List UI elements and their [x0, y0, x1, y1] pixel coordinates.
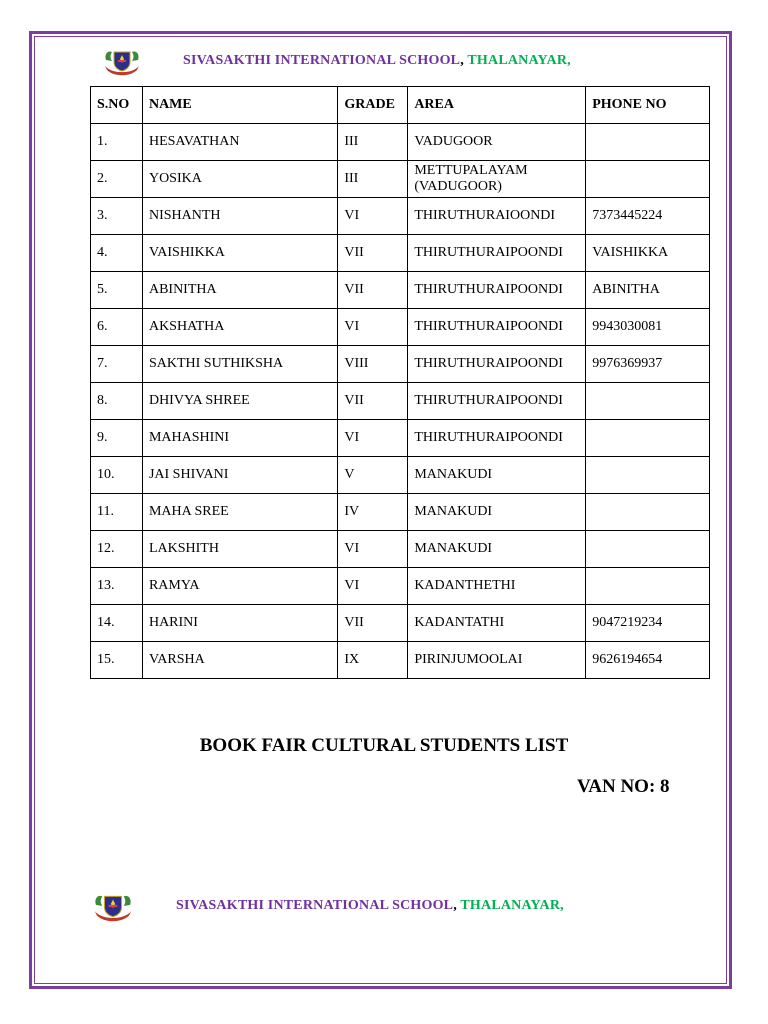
cell-area: THIRUTHURAIPOONDI — [408, 272, 586, 309]
table-row — [91, 605, 710, 642]
cell-area: THIRUTHURAIOONDI — [408, 198, 586, 235]
cell-sno: 7. — [91, 346, 143, 383]
document-title-text: BOOK FAIR CULTURAL STUDENTS LIST — [199, 735, 569, 756]
page-header — [102, 46, 571, 76]
cell-area: THIRUTHURAIPOONDI — [408, 420, 586, 457]
cell-grade: VII — [338, 235, 408, 272]
cell-name: LAKSHITH — [142, 531, 337, 568]
header-grade: GRADE — [338, 87, 408, 124]
cell-area: THIRUTHURAIPOONDI — [408, 235, 586, 272]
cell-name: HESAVATHAN — [142, 124, 337, 161]
cell-area: MANAKUDI — [408, 531, 586, 568]
cell-grade: IV — [338, 494, 408, 531]
cell-name: JAI SHIVANI — [142, 457, 337, 494]
cell-sno: 11. — [91, 494, 143, 531]
table-row — [91, 568, 710, 605]
cell-area: THIRUTHURAIPOONDI — [408, 346, 586, 383]
cell-name: HARINI — [142, 605, 337, 642]
cell-area: MANAKUDI — [408, 457, 586, 494]
cell-grade: VII — [338, 383, 408, 420]
cell-sno: 1. — [91, 124, 143, 161]
cell-grade: III — [338, 161, 408, 198]
cell-sno: 12. — [91, 531, 143, 568]
table-row — [91, 457, 710, 494]
header-phone: PHONE NO — [586, 87, 710, 124]
table-row — [91, 161, 710, 198]
cell-phone — [586, 494, 710, 531]
cell-sno: 10. — [91, 457, 143, 494]
cell-grade: VI — [338, 420, 408, 457]
footer-comma: , — [453, 898, 457, 913]
school-crest-logo-icon — [102, 46, 142, 76]
cell-area: THIRUTHURAIPOONDI — [408, 383, 586, 420]
cell-phone: ABINITHA — [586, 272, 710, 309]
table-row — [91, 272, 710, 309]
cell-phone — [586, 457, 710, 494]
header-area: AREA — [408, 87, 586, 124]
cell-area: VADUGOOR — [408, 124, 586, 161]
cell-phone — [586, 568, 710, 605]
cell-phone — [586, 124, 710, 161]
cell-phone — [586, 420, 710, 457]
table-row — [91, 531, 710, 568]
cell-grade: VII — [338, 605, 408, 642]
document-title — [0, 735, 768, 757]
header-school-name — [183, 53, 571, 69]
cell-sno: 4. — [91, 235, 143, 272]
cell-phone: 9976369937 — [586, 346, 710, 383]
cell-phone: 7373445224 — [586, 198, 710, 235]
cell-sno: 9. — [91, 420, 143, 457]
header-name: NAME — [142, 87, 337, 124]
cell-grade: VI — [338, 198, 408, 235]
cell-grade: VI — [338, 309, 408, 346]
page-footer — [84, 890, 564, 922]
cell-phone: 9943030081 — [586, 309, 710, 346]
table-row — [91, 124, 710, 161]
cell-grade: VI — [338, 531, 408, 568]
cell-name: VAISHIKKA — [142, 235, 337, 272]
cell-grade: VI — [338, 568, 408, 605]
table-row — [91, 198, 710, 235]
cell-sno: 5. — [91, 272, 143, 309]
footer-location: THALANAYAR, — [460, 898, 564, 913]
students-table — [90, 86, 710, 679]
cell-phone: VAISHIKKA — [586, 235, 710, 272]
cell-name: AKSHATHA — [142, 309, 337, 346]
cell-name: YOSIKA — [142, 161, 337, 198]
cell-sno: 15. — [91, 642, 143, 679]
cell-grade: III — [338, 124, 408, 161]
cell-sno: 14. — [91, 605, 143, 642]
table-row — [91, 309, 710, 346]
cell-name: MAHASHINI — [142, 420, 337, 457]
cell-name: VARSHA — [142, 642, 337, 679]
cell-sno: 8. — [91, 383, 143, 420]
header-sno: S.NO — [91, 87, 143, 124]
table-row — [91, 346, 710, 383]
cell-area: METTUPALAYAM (VADUGOOR) — [408, 161, 586, 198]
cell-name: NISHANTH — [142, 198, 337, 235]
van-number: VAN NO: 8 — [577, 776, 670, 797]
cell-grade: V — [338, 457, 408, 494]
cell-phone: 9047219234 — [586, 605, 710, 642]
cell-area: KADANTHETHI — [408, 568, 586, 605]
table-header-row — [91, 87, 710, 124]
cell-area: KADANTATHI — [408, 605, 586, 642]
cell-name: SAKTHI SUTHIKSHA — [142, 346, 337, 383]
cell-area: MANAKUDI — [408, 494, 586, 531]
footer-school-title: SIVASAKTHI INTERNATIONAL SCHOOL — [176, 898, 454, 913]
cell-name: ABINITHA — [142, 272, 337, 309]
cell-phone — [586, 531, 710, 568]
cell-grade: VIII — [338, 346, 408, 383]
cell-grade: VII — [338, 272, 408, 309]
cell-phone: 9626194654 — [586, 642, 710, 679]
table-row — [91, 494, 710, 531]
cell-grade: IX — [338, 642, 408, 679]
footer-school-name — [176, 898, 564, 914]
cell-name: DHIVYA SHREE — [142, 383, 337, 420]
table-row — [91, 642, 710, 679]
table-row — [91, 420, 710, 457]
header-school-title: SIVASAKTHI INTERNATIONAL SCHOOL — [183, 53, 461, 68]
header-location: THALANAYAR, — [467, 53, 571, 68]
cell-area: PIRINJUMOOLAI — [408, 642, 586, 679]
cell-phone — [586, 161, 710, 198]
cell-sno: 2. — [91, 161, 143, 198]
table-row — [91, 383, 710, 420]
cell-phone — [586, 383, 710, 420]
cell-name: RAMYA — [142, 568, 337, 605]
table-row — [91, 235, 710, 272]
header-comma: , — [460, 53, 464, 68]
cell-sno: 6. — [91, 309, 143, 346]
cell-name: MAHA SREE — [142, 494, 337, 531]
cell-sno: 13. — [91, 568, 143, 605]
cell-sno: 3. — [91, 198, 143, 235]
cell-area: THIRUTHURAIPOONDI — [408, 309, 586, 346]
school-crest-logo-footer-icon — [84, 890, 142, 922]
